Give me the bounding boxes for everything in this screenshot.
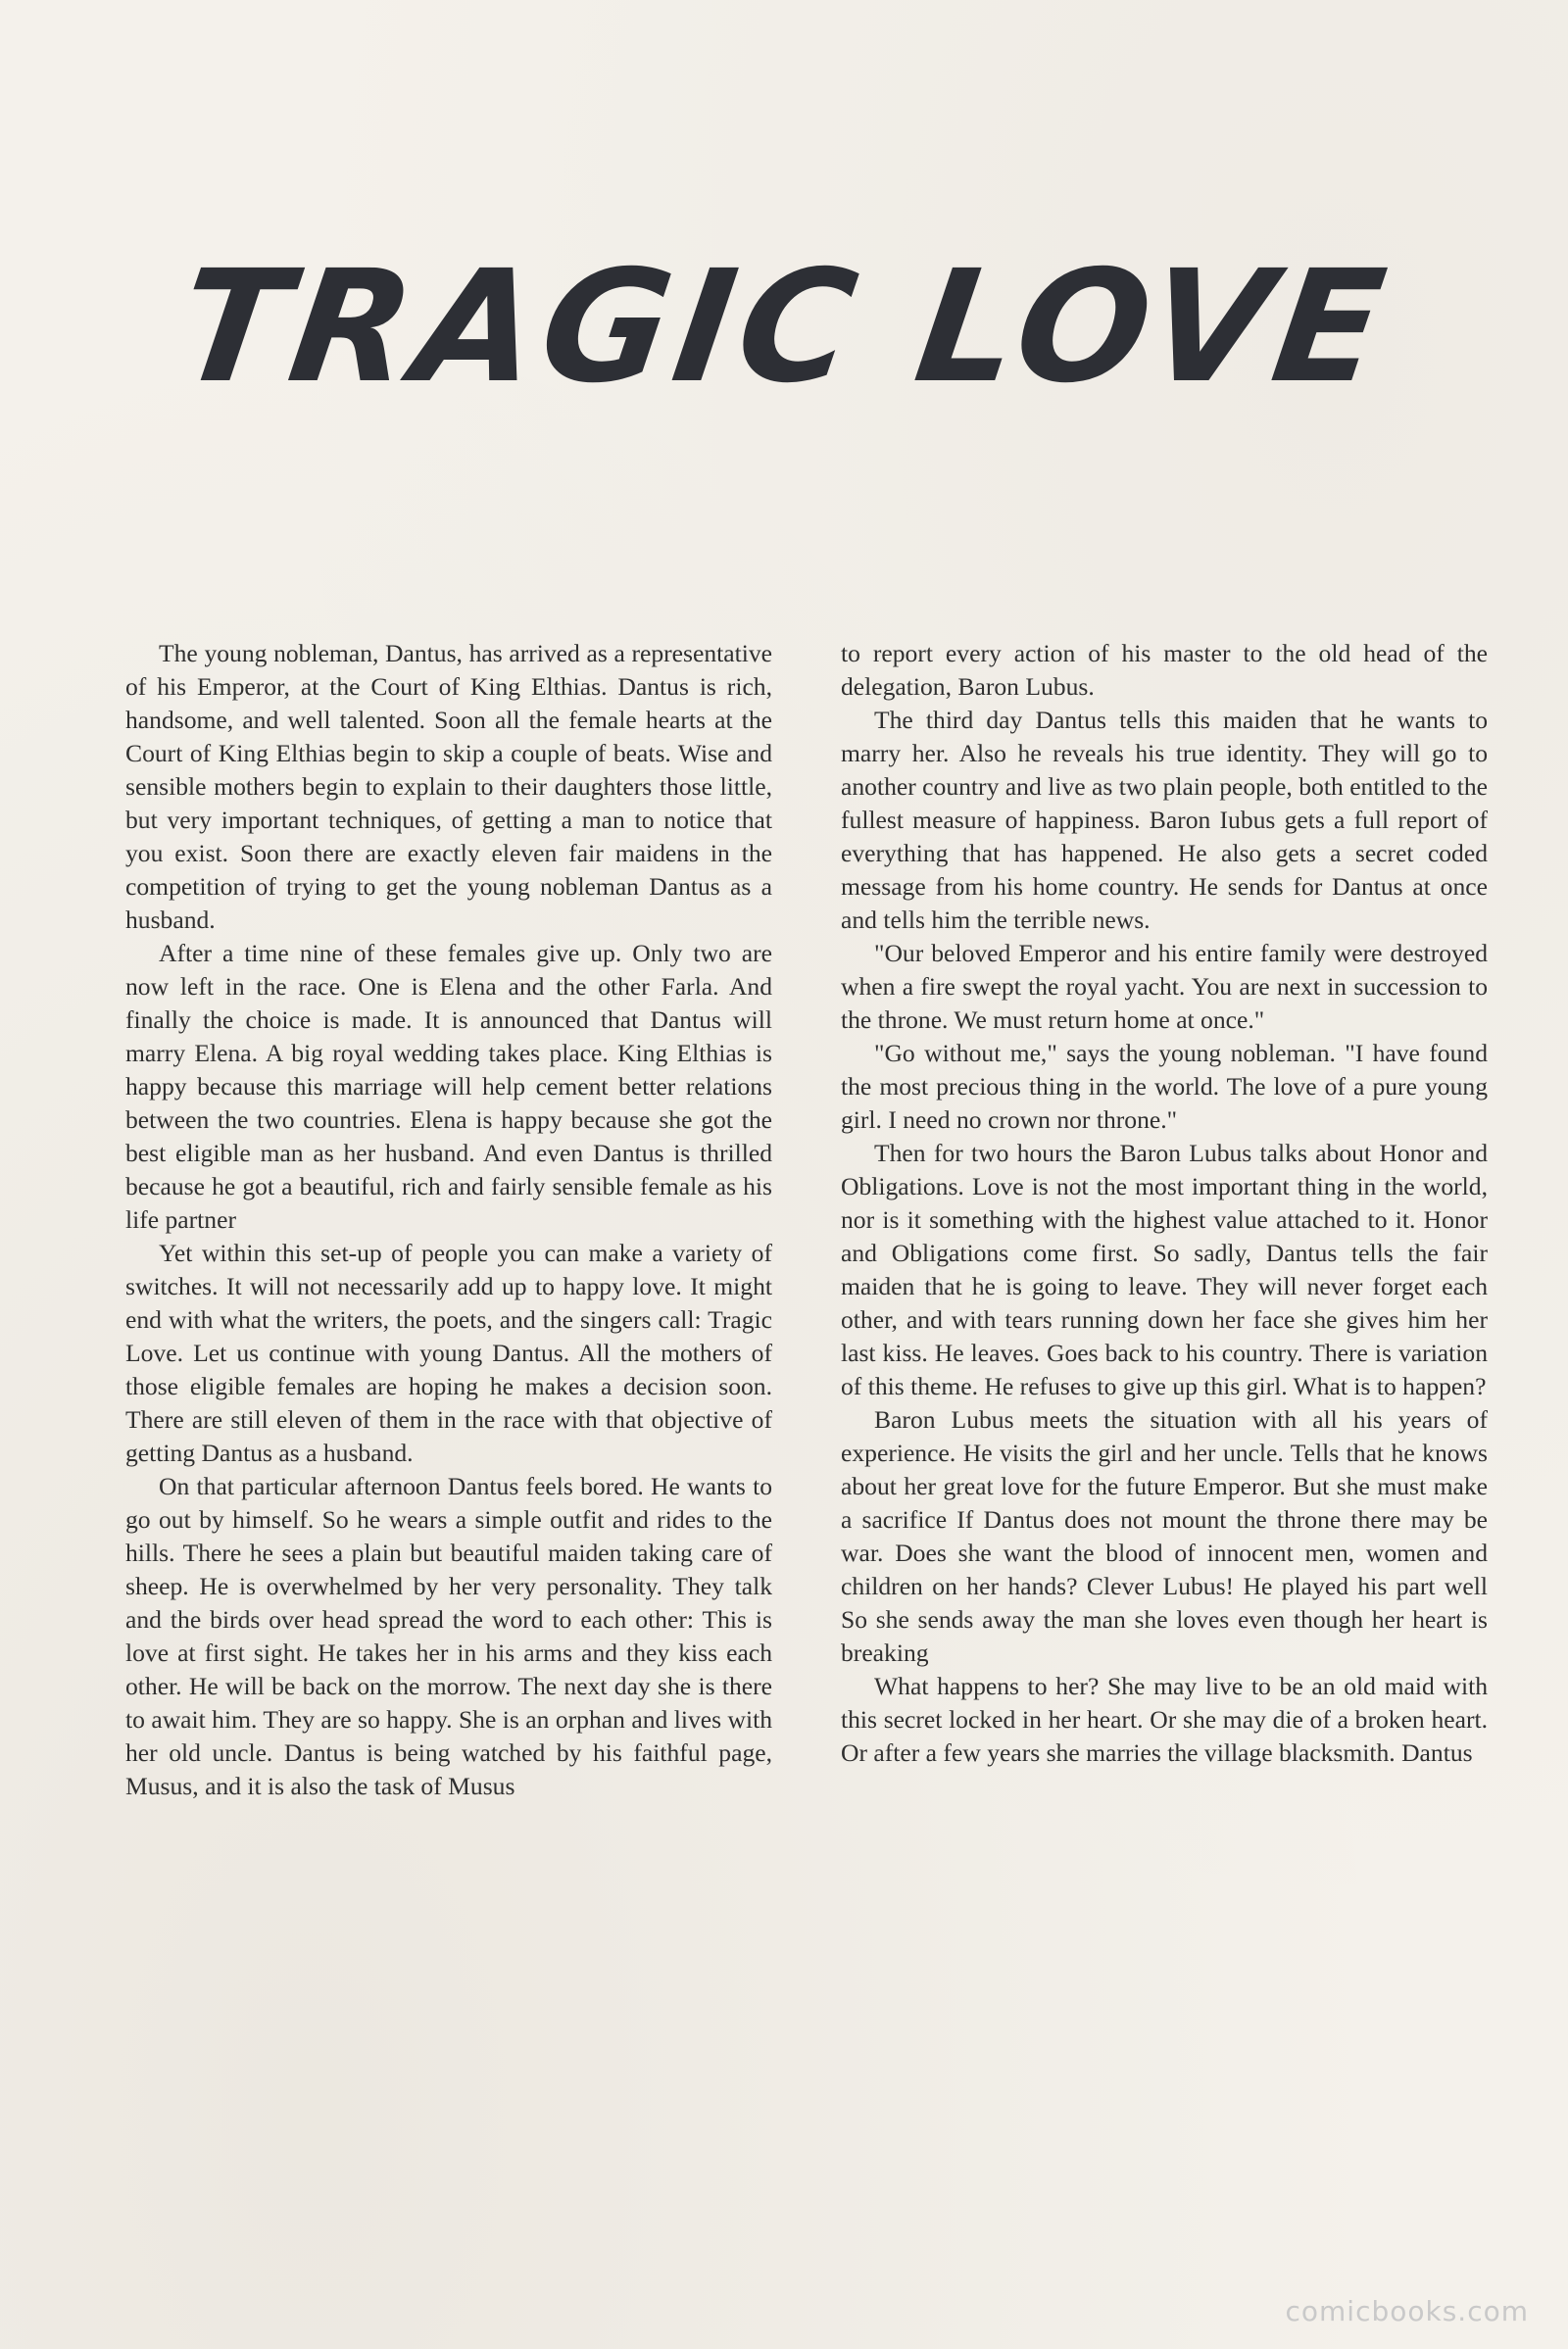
story-paragraph: On that particular afternoon Dantus feels bored. He wants to go out by himself. So he wears a simple outfit and rides to the hills. There he sees a plain but beautiful maiden taking care of sheep. He is overwhelmed by her very personality. They talk and the birds over head spread the word to each other: This is love at first sight. He takes her in his arms and they kiss each other. He will be back on the morrow. The next day she is there to await him. They are so happy. She is an orphan and lives with her old uncle. Dantus is being watched by his faithful page, Musus, and it is also the task of Musus — [125, 1472, 772, 1800]
story-paragraph: "Our beloved Emperor and his entire family were destroyed when a fire swept the royal yacht. You are next in succession to the throne. We must return home at once." — [841, 939, 1488, 1034]
story-paragraph: The young nobleman, Dantus, has arrived as a representative of his Emperor, at the Court of King Elthias. Dantus is rich, handsome, and well talented. Soon all the female hearts at the Court of King Elthias begin to skip a couple of beats. Wise and sensible mothers begin to explain to their daughters those little, but very important techniques, of getting a man to notice that you exist. Soon there are exactly eleven fair maidens in the competition of trying to get the young nobleman Dantus as a husband. — [125, 639, 772, 934]
story-paragraph: Baron Lubus meets the situation with all his years of experience. He visits the girl and her uncle. Tells that he knows about her great love for the future Emperor. But she must make a sacrifice If Dantus does not mount the throne there may be war. Does she want the blood of innocent men, women and children on her hands? Clever Lubus! He played his part well So she sends away the man she loves even though her heart is breaking — [841, 1405, 1488, 1667]
story-paragraph: What happens to her? She may live to be an old maid with this secret locked in her heart. Or she may die of a broken heart. Or after a few years she marries the village blacksmith. Dantus — [841, 1672, 1488, 1767]
story-paragraph: After a time nine of these females give up. Only two are now left in the race. One is Elena and the other Farla. And finally the choice is made. It is announced that Dantus will marry Elena. A big royal wedding takes place. King Elthias is happy because this marriage will help cement better relations between the two countries. Elena is happy because she got the best eligible man as her husband. And even Dantus is thrilled because he got a beautiful, rich and fairly sensible female as his life partner — [125, 939, 772, 1234]
story-column-left — [125, 637, 772, 1803]
page-title: TRAGIC LOVE — [168, 237, 1400, 417]
story-paragraph: The third day Dantus tells this maiden that he wants to marry her. Also he reveals his true identity. They will go to another country and live as two plain people, both entitled to the fullest measure of happiness. Baron Iubus gets a full report of everything that has happened. He also gets a secret coded message from his home country. He sends for Dantus at once and tells him the terrible news. — [841, 706, 1488, 934]
story-column-right — [841, 637, 1488, 1770]
story-paragraph: to report every action of his master to the old head of the delegation, Baron Lubus. — [841, 639, 1488, 701]
source-watermark: comicbooks.com — [1285, 2295, 1529, 2327]
story-paragraph: "Go without me," says the young nobleman. "I have found the most precious thing in the world. The love of a pure young girl. I need no crown nor throne." — [841, 1039, 1488, 1134]
story-paragraph: Yet within this set-up of people you can make a variety of switches. It will not necessarily add up to happy love. It might end with what the writers, the poets, and the singers call: Tragic Love. Let us continue with young Dantus. All the mothers of those eligible females are hoping he makes a decision soon. There are still eleven of them in the race with that objective of getting Dantus as a husband. — [125, 1239, 772, 1467]
story-paragraph: Then for two hours the Baron Lubus talks about Honor and Obligations. Love is not the most important thing in the world, nor is it something with the highest value attached to it. Honor and Obligations come first. So sadly, Dantus tells the fair maiden that he is going to leave. They will never forget each other, and with tears running down her face she gives him her last kiss. He leaves. Goes back to his country. There is variation of this theme. He refuses to give up this girl. What is to happen? — [841, 1139, 1488, 1400]
